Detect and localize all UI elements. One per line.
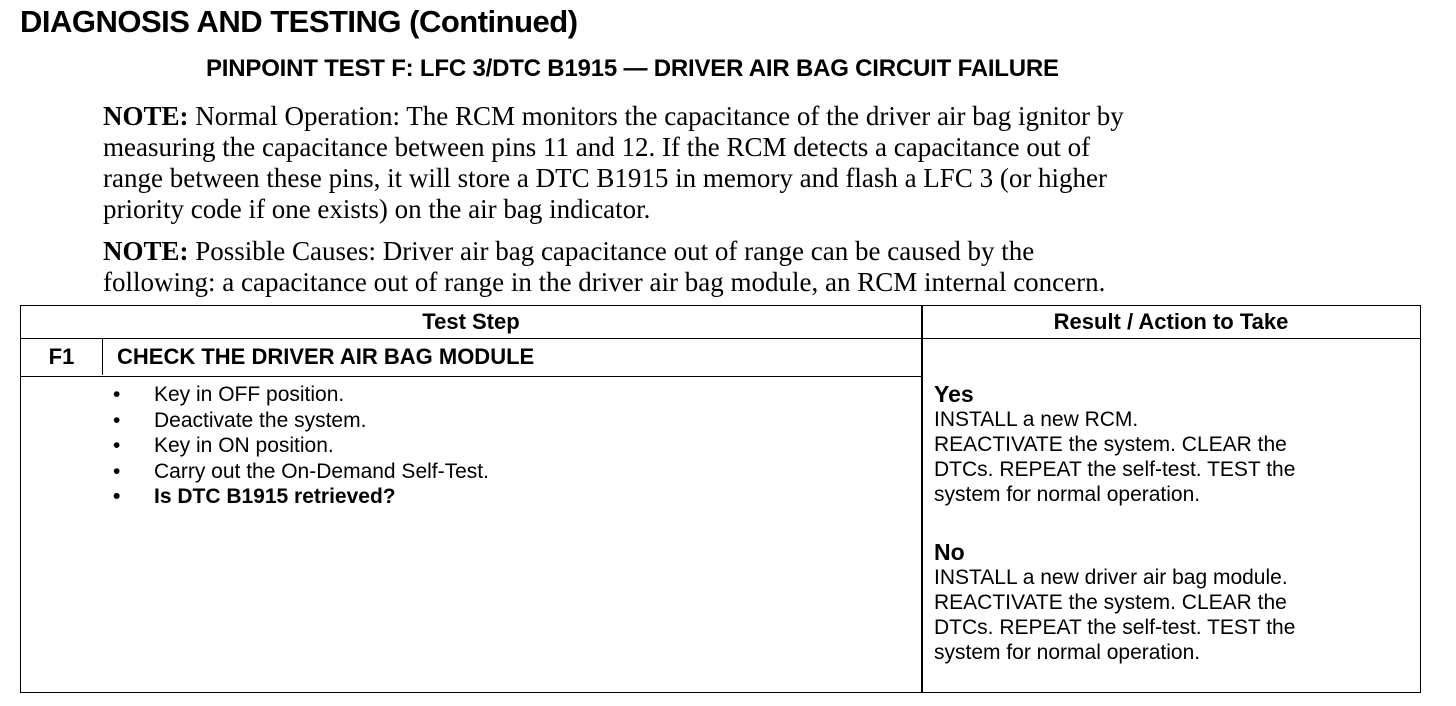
- step-row: [21, 339, 921, 377]
- list-item: [111, 408, 489, 434]
- page-heading: DIAGNOSIS AND TESTING (Continued): [20, 4, 578, 39]
- pinpoint-test-title: PINPOINT TEST F: LFC 3/DTC B1915 — DRIVER AIR BAG CIRCUIT FAILURE: [206, 55, 1059, 82]
- note-label: NOTE:: [103, 236, 189, 266]
- note-line: measuring the capacitance between pins 11 and 12. If the RCM detects a capacitance out of: [103, 132, 1091, 162]
- note-line: priority code if one exists) on the air bag indicator.: [103, 194, 651, 224]
- instruction-text: Carry out the On-Demand Self-Test.: [154, 459, 489, 483]
- header-result-action: Result / Action to Take: [1053, 309, 1289, 334]
- list-item: [111, 382, 489, 408]
- note-line: following: a capacitance out of range in the driver air bag module, an RCM internal concern.: [103, 267, 1106, 297]
- result-line: DTCs. REPEAT the self-test. TEST the: [934, 458, 1296, 481]
- result-label-yes: Yes: [934, 381, 974, 407]
- bullet-icon: •: [113, 408, 121, 432]
- result-line: INSTALL a new RCM.: [934, 408, 1139, 431]
- result-line: system for normal operation.: [934, 483, 1201, 506]
- step-name: CHECK THE DRIVER AIR BAG MODULE: [117, 344, 535, 369]
- result-line: INSTALL a new driver air bag module.: [934, 566, 1288, 589]
- result-line: REACTIVATE the system. CLEAR the: [934, 433, 1287, 456]
- note-label: NOTE:: [103, 101, 189, 131]
- list-item: [111, 459, 489, 485]
- result-yes: [934, 381, 1414, 507]
- note-text: Normal Operation: The RCM monitors the capacitance of the driver air bag ignitor by: [195, 101, 1124, 131]
- note-line: range between these pins, it will store a DTC B1915 in memory and flash a LFC 3 (or higher: [103, 163, 1108, 193]
- result-no: [934, 539, 1414, 665]
- bullet-icon: •: [113, 485, 121, 508]
- instruction-text: Key in OFF position.: [154, 383, 345, 406]
- list-item: [111, 433, 489, 459]
- note-line: [103, 101, 1323, 132]
- note-line: [103, 236, 1323, 267]
- result-line: system for normal operation.: [934, 641, 1201, 664]
- list-item-question: [111, 484, 489, 510]
- result-line: DTCs. REPEAT the self-test. TEST the: [934, 616, 1296, 639]
- instruction-question: Is DTC B1915 retrieved?: [154, 485, 396, 508]
- step-instructions: [111, 382, 489, 510]
- bullet-icon: •: [113, 434, 121, 457]
- note-possible-causes: [103, 236, 1323, 298]
- column-divider: [921, 306, 923, 692]
- result-label-no: No: [934, 539, 965, 565]
- bullet-icon: •: [113, 459, 121, 483]
- step-id: F1: [21, 339, 103, 375]
- table-header-row: [21, 306, 1420, 339]
- pinpoint-test-table: [20, 305, 1421, 693]
- result-line: REACTIVATE the system. CLEAR the: [934, 591, 1287, 614]
- bullet-icon: •: [113, 383, 121, 406]
- instruction-text: Deactivate the system.: [154, 408, 367, 432]
- note-normal-operation: [103, 101, 1323, 225]
- instruction-text: Key in ON position.: [154, 434, 334, 457]
- note-text: Possible Causes: Driver air bag capacitance out of range can be caused by the: [195, 236, 1035, 266]
- header-test-step: Test Step: [422, 309, 520, 334]
